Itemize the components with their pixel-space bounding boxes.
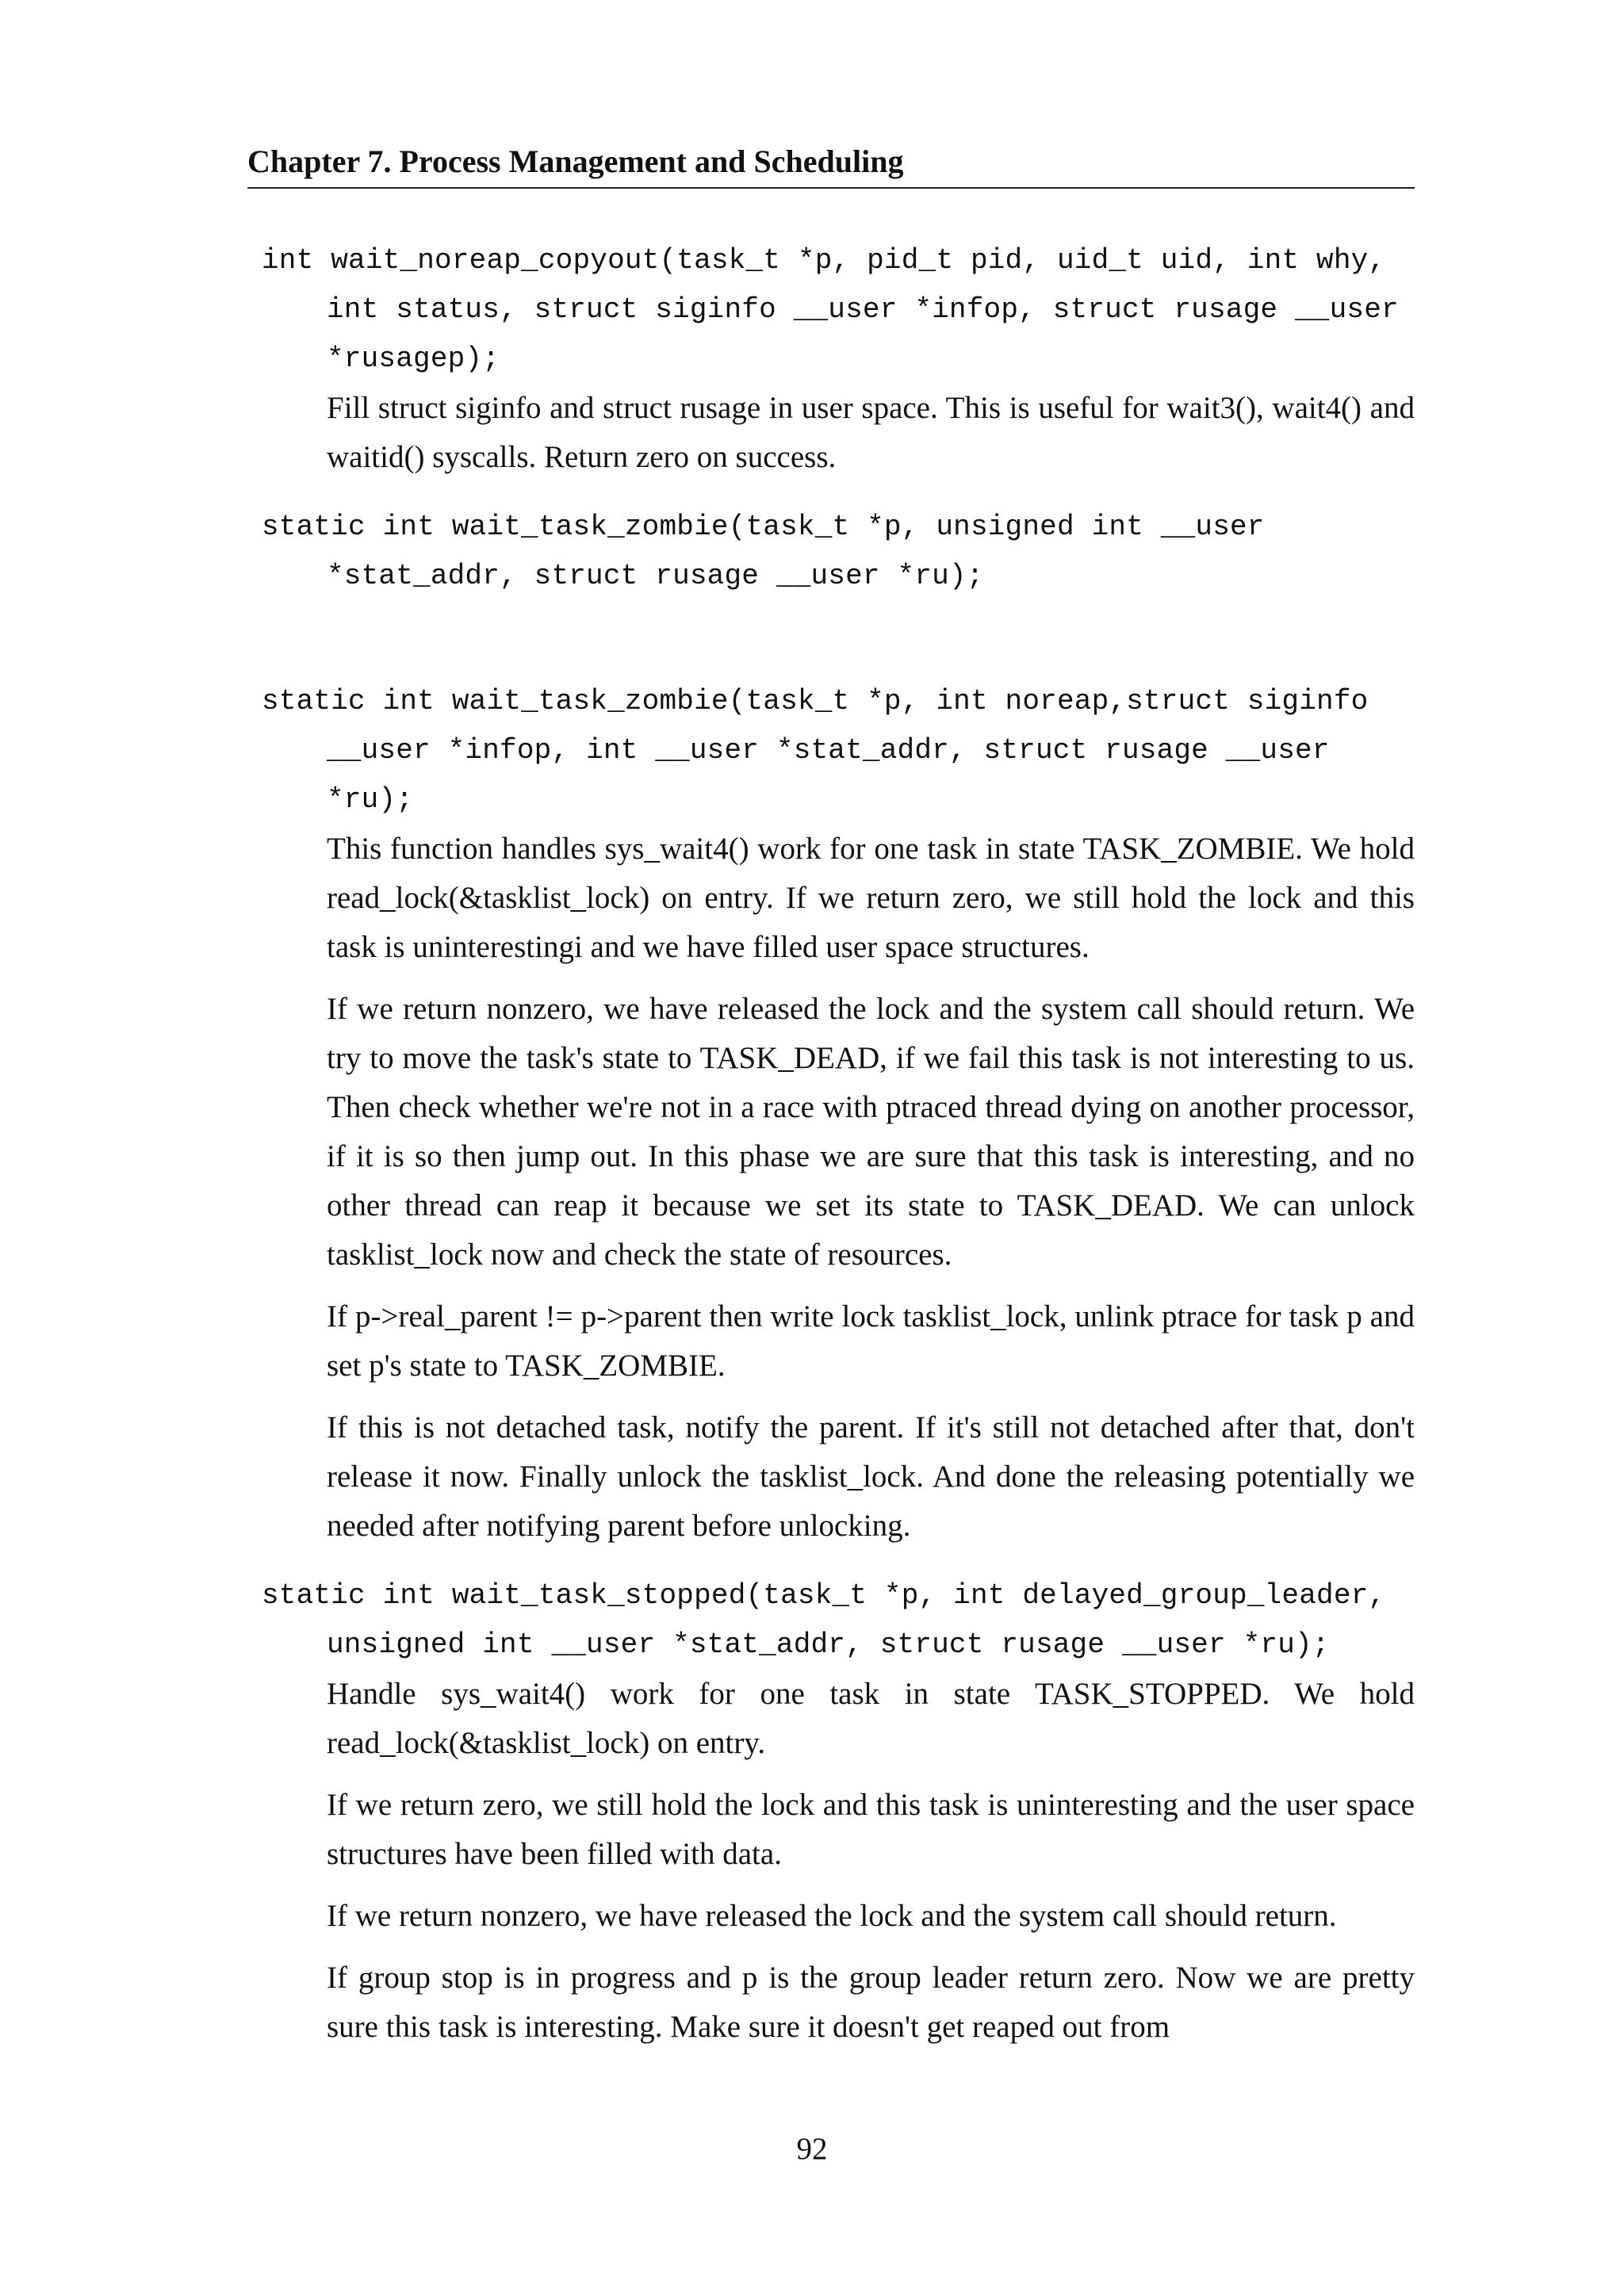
function-entry bbox=[262, 236, 1415, 482]
description-paragraph: Fill struct siginfo and struct rusage in user space. This is useful for wait3(), wait4() and waitid() syscalls. Return zero on success. bbox=[327, 391, 1415, 474]
function-description bbox=[262, 384, 1415, 482]
description-paragraph: If we return nonzero, we have released the lock and the system call should return. We try to move the task's state to TASK_DEAD, if we fail this task is not interesting to us. Then check whether we're not in a race with ptraced thread dying on another processor, if it is so then jump out. In this phase we are sure that this task is interesting, and no other thread can reap it because we set its state to TASK_DEAD. We can unlock tasklist_lock now and check the state of resources. bbox=[327, 992, 1415, 1272]
function-description bbox=[262, 1670, 1415, 2052]
function-description bbox=[262, 825, 1415, 1551]
function-entry bbox=[262, 503, 1415, 601]
function-signature: static int wait_task_zombie(task_t *p, int noreap,struct siginfo __user *infop, int __user *stat_addr, struct rusage __user *ru); bbox=[262, 685, 1386, 816]
function-entry bbox=[262, 677, 1415, 1551]
description-paragraph: If we return zero, we still hold the lock and this task is uninteresting and the user space structures have been filled with data. bbox=[327, 1788, 1415, 1871]
function-signature: int wait_noreap_copyout(task_t *p, pid_t pid, uid_t uid, int why, int status, struct siginfo __user *infop, struct rusage __user *rusagep); bbox=[262, 244, 1416, 375]
description-paragraph: If group stop is in progress and p is the group leader return zero. Now we are pretty sure this task is interesting. Make sure it doesn't get reaped out from bbox=[327, 1961, 1415, 2044]
function-entry bbox=[262, 1571, 1415, 2052]
chapter-header: Chapter 7. Process Management and Scheduling bbox=[247, 141, 1415, 189]
description-paragraph: If this is not detached task, notify the parent. If it's still not detached after that, don't release it now. Finally unlock the tasklist_lock. And done the releasing potentially we needed after notifying parent before unlocking. bbox=[327, 1410, 1415, 1543]
description-paragraph: This function handles sys_wait4() work for one task in state TASK_ZOMBIE. We hold read_lock(&tasklist_lock) on entry. If we return zero, we still hold the lock and this task is uninterestingi and we have filled user space structures. bbox=[327, 832, 1415, 964]
description-paragraph: If we return nonzero, we have released the lock and the system call should return. bbox=[327, 1899, 1337, 1933]
function-signature: static int wait_task_stopped(task_t *p, int delayed_group_leader, unsigned int __user *stat_addr, struct rusage __user *ru); bbox=[262, 1579, 1404, 1661]
page-number: 92 bbox=[796, 2132, 828, 2166]
function-signature: static int wait_task_zombie(task_t *p, unsigned int __user *stat_addr, struct rusage __user *ru); bbox=[262, 511, 1282, 592]
description-paragraph: Handle sys_wait4() work for one task in state TASK_STOPPED. We hold read_lock(&tasklist_lock) on entry. bbox=[327, 1677, 1415, 1760]
vertical-spacer bbox=[262, 622, 1415, 677]
page-content bbox=[262, 236, 1415, 2072]
description-paragraph: If p->real_parent != p->parent then write lock tasklist_lock, unlink ptrace for task p and set p's state to TASK_ZOMBIE. bbox=[327, 1299, 1415, 1383]
